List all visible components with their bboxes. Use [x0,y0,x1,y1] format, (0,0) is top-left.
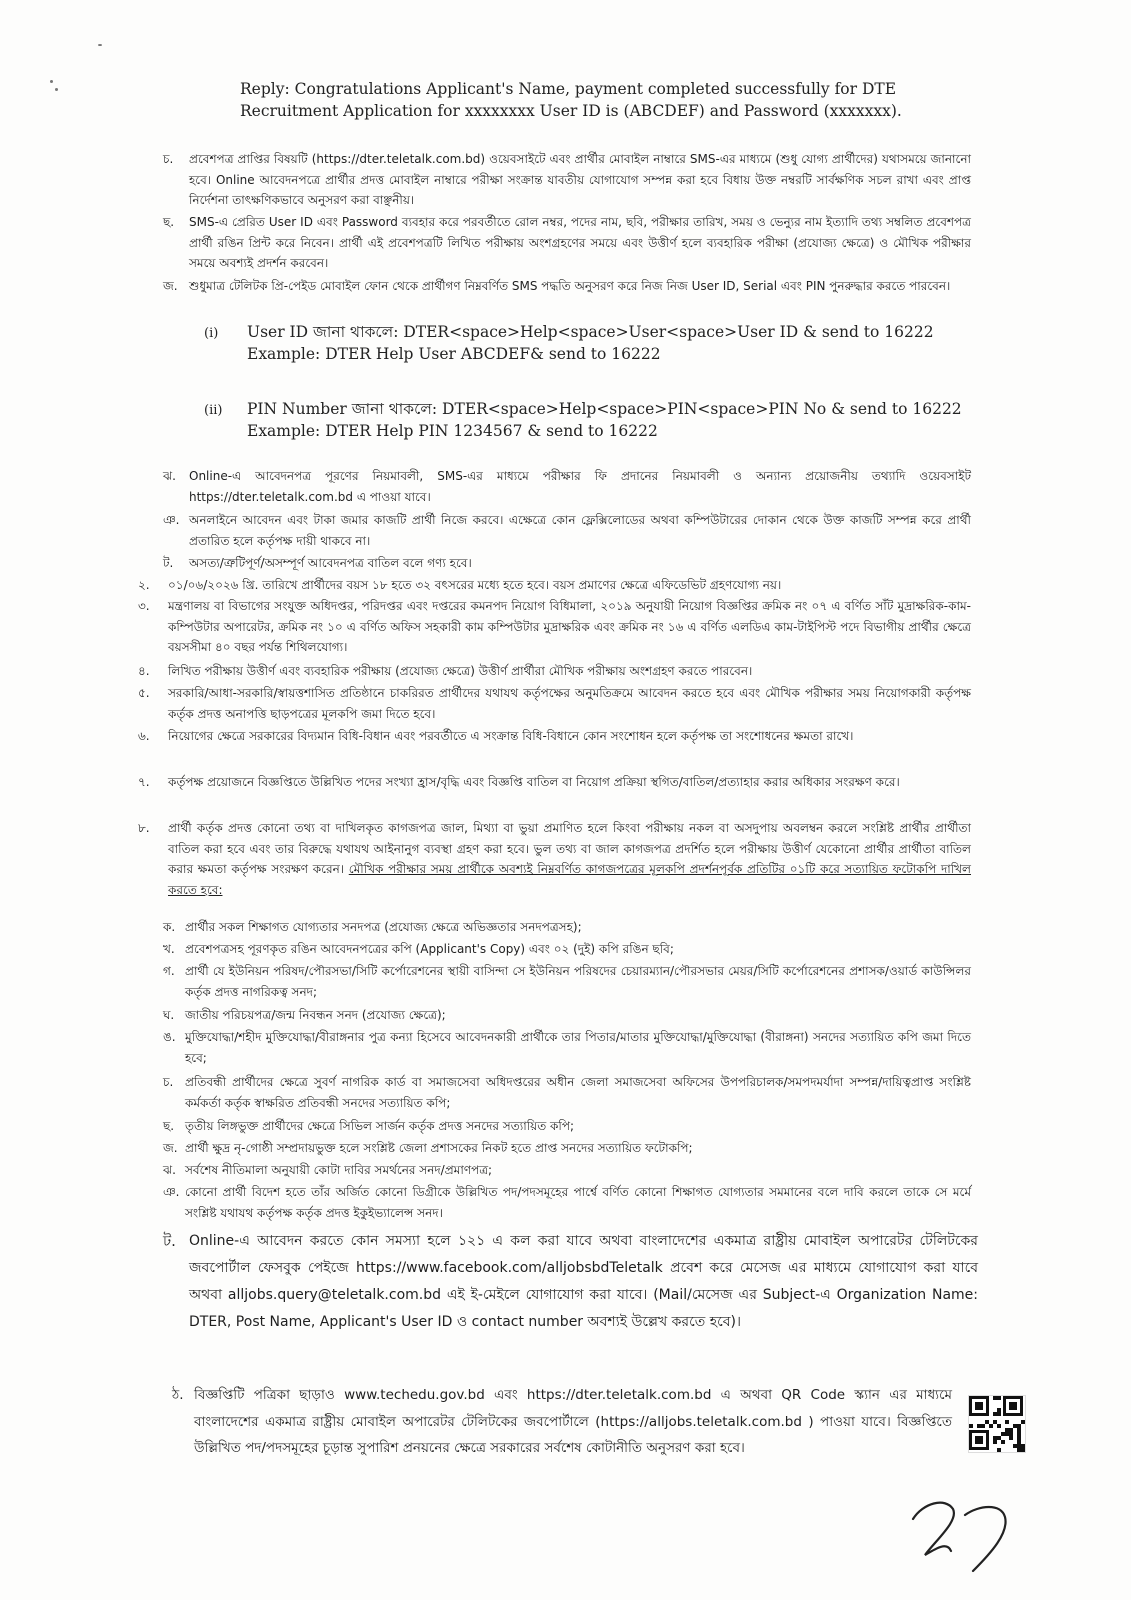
handwritten-page-number-icon [905,1475,1015,1575]
document-educational-certificates [163,917,971,937]
item-text: সর্বশেষ নীতিমালা অনুযায়ী কোটা দাবির সমর্থনের সনদ/প্রমাণপত্র; [185,1163,493,1177]
scan-speck [50,80,53,83]
item-text: সরকারি/আধা-সরকারি/স্বায়ত্তশাসিত প্রতিষ্ঠানে চাকরিরত প্রার্থীদের যথাযথ কর্তৃপক্ষের অনুমতিক্রমে আবেদন করতে হবে এবং মৌখিক পরীক্ষার সময় নিয়োগকারী কর্তৃপক্ষ কর্তৃক প্রদত্ত অনাপত্তি ছাড়পত্রের মূলকপি জমা দিতে হবে। [168,686,971,721]
item-marker: চ. [163,1075,174,1089]
instruction-invalid-application [163,553,971,573]
instruction-self-application [163,510,971,552]
document-third-gender-certificate [163,1116,971,1136]
item-marker: জ. [163,279,178,293]
instruction-admit-card [163,149,971,209]
notice-availability-info [172,1382,952,1492]
item-text: শুধুমাত্র টেলিটক প্রি-পেইড মোবাইল ফোন থেকে প্রার্থীগণ নিম্নবর্ণিত SMS পদ্ধতি অনুসরণ করে নিজ নিজ User ID, Serial এবং PIN পুনরুদ্ধার করতে পারবেন। [189,279,951,293]
document-disability-certificate [163,1072,971,1114]
item-marker: ঝ. [163,469,176,483]
item-marker: গ. [163,964,175,978]
document-quota-certificate [163,1160,971,1180]
item-marker: ঞ. [163,1185,180,1199]
condition-age-relaxation [138,596,971,658]
item-text: কর্তৃপক্ষ প্রয়োজনে বিজ্ঞপ্তিতে উল্লিখিত পদের সংখ্যা হ্রাস/বৃদ্ধি এবং বিজ্ঞপ্তি বাতিল বা নিয়োগ প্রক্রিয়া স্থগিত/বাতিল/প্রত্যাহার করার অধিকার সংরক্ষণ করে। [168,775,900,789]
sub-item-marker: (i) [204,326,219,341]
item-marker: ছ. [163,215,175,229]
item-marker: ঝ. [163,1163,176,1177]
item-text: প্রার্থী ক্ষুদ্র নৃ-গোষ্ঠী সম্প্রদায়ভুক্ত হলে সংশ্লিষ্ট জেলা প্রশাসকের নিকট হতে প্রাপ্ত সনদের সত্যায়িত ফটোকপি; [185,1141,693,1155]
condition-viva-eligibility [138,661,971,681]
item-text: প্রতিবন্ধী প্রার্থীদের ক্ষেত্রে সুবর্ণ নাগরিক কার্ড বা সমাজসেবা অধিদপ্তরের অধীন জেলা সমাজসেবা অফিসের উপপরিচালক/সমপদমর্যাদা সম্পন্ন/দায়িত্বপ্রাপ্ত সংশ্লিষ্ট কর্মকর্তা কর্তৃক স্বাক্ষরিত প্রতিবন্ধী সনদের সত্যায়িত কপি; [185,1075,971,1110]
instruction-sms-recovery [163,276,971,318]
item-marker: ৭. [138,775,150,789]
item-text: প্রার্থীর সকল শিক্ষাগত যোগ্যতার সনদপত্র (প্রযোজ্য ক্ষেত্রে অভিজ্ঞতার সনদপত্রসহ); [185,920,582,934]
item-marker: ৮. [138,821,150,835]
condition-rule-amendment [138,726,971,768]
item-marker: চ. [163,152,174,166]
item-text: জাতীয় পরিচয়পত্র/জন্ম নিবন্ধন সনদ (প্রযোজ্য ক্ষেত্রে); [185,1008,446,1022]
item-marker: ঘ. [163,1008,175,1022]
item-text: লিখিত পরীক্ষায় উত্তীর্ণ এবং ব্যবহারিক পরীক্ষায় (প্রযোজ্য ক্ষেত্রে) উত্তীর্ণ প্রার্থীরা মৌখিক পরীক্ষায় অংশগ্রহণ করতে পারবেন। [168,664,753,678]
instruction-online-rules [163,466,971,508]
item-marker: ঙ. [163,1030,176,1044]
scan-speck [55,88,58,91]
item-marker: ট. [163,556,174,570]
item-marker: ৪. [138,664,150,678]
item-marker: ট. [163,1232,176,1250]
document-equivalence-certificate [163,1182,971,1224]
item-marker: ঞ. [163,513,180,527]
item-marker: ৩. [138,599,150,613]
item-text: প্রার্থী যে ইউনিয়ন পরিষদ/পৌরসভা/সিটি কর্পোরেশনের স্থায়ী বাসিন্দা সে ইউনিয়ন পরিষদের চেয়ারম্যান/পৌরসভার মেয়র/সিটি কর্পোরেশনের প্রশাসক/ওয়ার্ড কাউন্সিলর কর্তৃক প্রদত্ত নাগরিকত্ব সনদ; [185,964,971,999]
item-text: বিজ্ঞপ্তিটি পত্রিকা ছাড়াও www.techedu.gov.bd এবং https://dter.teletalk.com.bd এ অথবা QR Code স্ক্যান এর মাধ্যমে বাংলাদেশের একমাত্র রাষ্ট্রীয় মোবাইল অপারেটর টেলিটকের জবপোর্টালে (https://alljobs.teletalk.com.bd ) পাওয়া যাবে। বিজ্ঞপ্তিতে উল্লিখিত পদ/পদসমূহের চূড়ান্ত সুপারিশ প্রনয়নের ক্ষেত্রে সরকারের সর্বশেষ কোটানীতি অনুসরণ করা হবে। [194,1387,952,1456]
item-text: Online-এ আবেদন করতে কোন সমস্যা হলে ১২১ এ কল করা যাবে অথবা বাংলাদেশের একমাত্র রাষ্ট্রীয় মোবাইল অপারেটর টেলিটকের জবপোর্টাল ফেসবুক পেইজে https://www.facebook.com/alljobsbdTeletalk প্রবেশ করে মেসেজ এর মাধ্যমে যোগাযোগ করা যাবে অথবা alljobs.query@teletalk.com.bd এই ই-মেইলে যোগাযোগ করা যাবে। (Mail/মেসেজ এর Subject-এ Organization Name: DTER, Post Name, Applicant's User ID ও contact number অবশ্যই উল্লেখ করতে হবে)। [189,1233,978,1330]
document-national-id [163,1005,971,1025]
item-text: মন্ত্রণালয় বা বিভাগের সংযুক্ত অধিদপ্তর, পরিদপ্তর এবং দপ্তরের কমনপদ নিয়োগ বিধিমালা, ২০১৯ অনুযায়ী নিয়োগ বিজ্ঞপ্তির ক্রমিক নং ০৭ এ বর্ণিত সাঁট মুদ্রাক্ষরিক-কাম-কম্পিউটার অপারেটর, ক্রমিক নং ১০ এ বর্ণিত অফিস সহকারী কাম কম্পিউটার মুদ্রাক্ষরিক এবং ক্রমিক নং ১৬ এ বর্ণিত এলডিএ কাম-টাইপিস্ট পদে বিভাগীয় প্রার্থীর ক্ষেত্রে বয়সসীমা ৪০ বছর পর্যন্ত শিথিলযোগ্য। [168,599,971,654]
condition-false-documents [138,818,971,904]
item-marker: ৬. [138,729,150,743]
sms-user-id-recovery [204,321,964,365]
item-marker: খ. [163,942,175,956]
item-marker: ছ. [163,1119,175,1133]
condition-authority-rights [138,772,971,814]
document-freedom-fighter-certificate [163,1027,971,1069]
scan-speck [98,44,102,46]
sms-example: Example: DTER Help PIN 1234567 & send to 16222 [247,422,658,440]
item-marker: জ. [163,1141,178,1155]
item-text: Online-এ আবেদনপত্র পূরণের নিয়মাবলী, SMS-এর মাধ্যমে পরীক্ষার ফি প্রদানের নিয়মাবলী ও অন্যান্য প্রয়োজনীয় তথ্যাদি ওয়েবসাইট https://dter.teletalk.com.bd এ পাওয়া যাবে। [189,469,971,504]
sub-item-marker: (ii) [204,403,223,418]
item-text: ০১/০৬/২০২৬ খ্রি. তারিখে প্রার্থীদের বয়স ১৮ হতে ৩২ বৎসরের মধ্যে হতে হবে। বয়স প্রমাণের ক্ষেত্রে এফিডেভিট গ্রহণযোগ্য নয়। [168,578,782,592]
item-text: প্রবেশপত্র প্রাপ্তির বিষয়টি (https://dter.teletalk.com.bd) ওয়েবসাইটে এবং প্রার্থীর মোবাইল নাম্বারে SMS-এর মাধ্যমে (শুধু যোগ্য প্রার্থীদের) যথাসময়ে জানানো হবে। Online আবেদনপত্রে প্রার্থীর প্রদত্ত মোবাইল নাম্বারে পরীক্ষা সংক্রান্ত যাবতীয় যোগাযোগ সম্পন্ন করা হবে বিধায় উক্ত নম্বরটি সার্বক্ষণিক সচল রাখা এবং প্রাপ্ত নির্দেশনা তাৎক্ষণিকভাবে অনুসরণ করা বাঞ্ছনীয়। [189,152,971,207]
item-marker: ২. [138,578,150,592]
item-text: অসত্য/ত্রুটিপূর্ণ/অসম্পূর্ণ আবেদনপত্র বাতিল বলে গণ্য হবে। [189,556,472,570]
document-citizenship-certificate [163,961,971,1003]
sms-format: PIN Number জানা থাকলে: DTER<space>Help<space>PIN<space>PIN No & send to 16222 [247,400,962,418]
item-text: অনলাইনে আবেদন এবং টাকা জমার কাজটি প্রার্থী নিজে করবে। এক্ষেত্রে কোন ফ্লেক্সিলোডের অথবা কম্পিউটারের দোকান থেকে উক্ত কাজটি সম্পন্ন করে প্রার্থী প্রতারিত হলে কর্তৃপক্ষ দায়ী থাকবে না। [189,513,971,548]
item-marker: ক. [163,920,176,934]
contact-support-info [163,1228,978,1364]
condition-age-limit [138,575,971,595]
item-text: প্রার্থী কর্তৃক প্রদত্ত কোনো তথ্য বা দাখিলকৃত কাগজপত্র জাল, মিথ্যা বা ভুয়া প্রমাণিত হলে কিংবা পরীক্ষায় নকল বা অসদুপায় অবলম্বন করলে সংশ্লিষ্ট প্রার্থীর প্রার্থীতা বাতিল করা হবে এবং তার বিরুদ্ধে যথাযথ আইনানুগ ব্যবস্থা গ্রহণ করা হবে। ভুল তথ্য বা জাল কাগজপত্র প্রদর্শিত হলে পরীক্ষায় উত্তীর্ণ যেকোনো প্রার্থীর প্রার্থীতা বাতিল করার ক্ষমতা কর্তৃপক্ষ সংরক্ষণ করেন। [168,821,971,876]
item-marker: ঠ. [172,1387,184,1403]
item-text: তৃতীয় লিঙ্গভুক্ত প্রার্থীদের ক্ষেত্রে সিভিল সার্জন কর্তৃক প্রদত্ত সনদের সত্যায়িত কপি; [185,1119,575,1133]
item-text: SMS-এ প্রেরিত User ID এবং Password ব্যবহার করে পরবর্তীতে রোল নম্বর, পদের নাম, ছবি, পরীক্ষার তারিখ, সময় ও ভেন্যুর নাম ইত্যাদি তথ্য সম্বলিত প্রবেশপত্র প্রার্থী রঙিন প্রিন্ট করে নিবেন। প্রার্থী এই প্রবেশপত্রটি লিখিত পরীক্ষায় অংশগ্রহণের সময়ে এবং উত্তীর্ণ হলে ব্যবহারিক পরীক্ষা (প্রযোজ্য ক্ষেত্রে) ও মৌখিক পরীক্ষার সময়ে অবশ্যই প্রদর্শন করবেন। [189,215,971,270]
required-documents-heading: মৌখিক পরীক্ষার সময় প্রার্থীকে অবশ্যই নিম্নবর্ণিত কাগজপত্রের মূলকপি প্রদর্শনপূর্বক প্রতিটির ০১টি করে সত্যায়িত ফটোকপি দাখিল করতে হবে: [168,862,971,897]
instruction-user-id [163,212,971,272]
reply-message: Reply: Congratulations Applicant's Name, payment completed successfully for DTE Recruitment Application for xxxxxxxx User ID is (ABCDEF) and Password (xxxxxxx). [240,80,902,120]
item-text: প্রবেশপত্রসহ পূরণকৃত রঙিন আবেদনপত্রের কপি (Applicant's Copy) এবং ০২ (দুই) কপি রঙিন ছবি; [185,942,674,956]
item-text: নিয়োগের ক্ষেত্রে সরকারের বিদ্যমান বিধি-বিধান এবং পরবর্তীতে এ সংক্রান্ত বিধি-বিধানে কোন সংশোধন হলে কর্তৃপক্ষ তা সংশোধনের ক্ষমতা রাখে। [168,729,854,743]
qr-code-icon [968,1395,1026,1453]
sms-example: Example: DTER Help User ABCDEF& send to 16222 [247,345,661,363]
item-text: কোনো প্রার্থী বিদেশ হতে তাঁর অর্জিত কোনো ডিগ্রীকে উল্লিখিত পদ/পদসমূহের পার্শ্বে বর্ণিত কোনো শিক্ষাগত যোগ্যতার সমমানের বলে দাবি করলে তাকে সে মর্মে সংশ্লিষ্ট যথাযথ কর্তৃপক্ষ কর্তৃক প্রদত্ত ইকুইভ্যালেন্স সনদ। [185,1185,971,1220]
condition-government-employees [138,683,971,725]
document-ethnic-minority-certificate [163,1138,971,1158]
sms-format: User ID জানা থাকলে: DTER<space>Help<space>User<space>User ID & send to 16222 [247,323,934,341]
document-applicant-copy [163,939,971,959]
sms-pin-recovery [204,398,964,442]
item-marker: ৫. [138,686,150,700]
item-text: মুক্তিযোদ্ধা/শহীদ মুক্তিযোদ্ধা/বীরাঙ্গনার পুত্র কন্যা হিসেবে আবেদনকারী প্রার্থীকে তার পিতার/মাতার মুক্তিযোদ্ধা/মুক্তিযোদ্ধা (বীরাঙ্গনা) সনদের সত্যায়িত কপি জমা দিতে হবে; [185,1030,971,1065]
